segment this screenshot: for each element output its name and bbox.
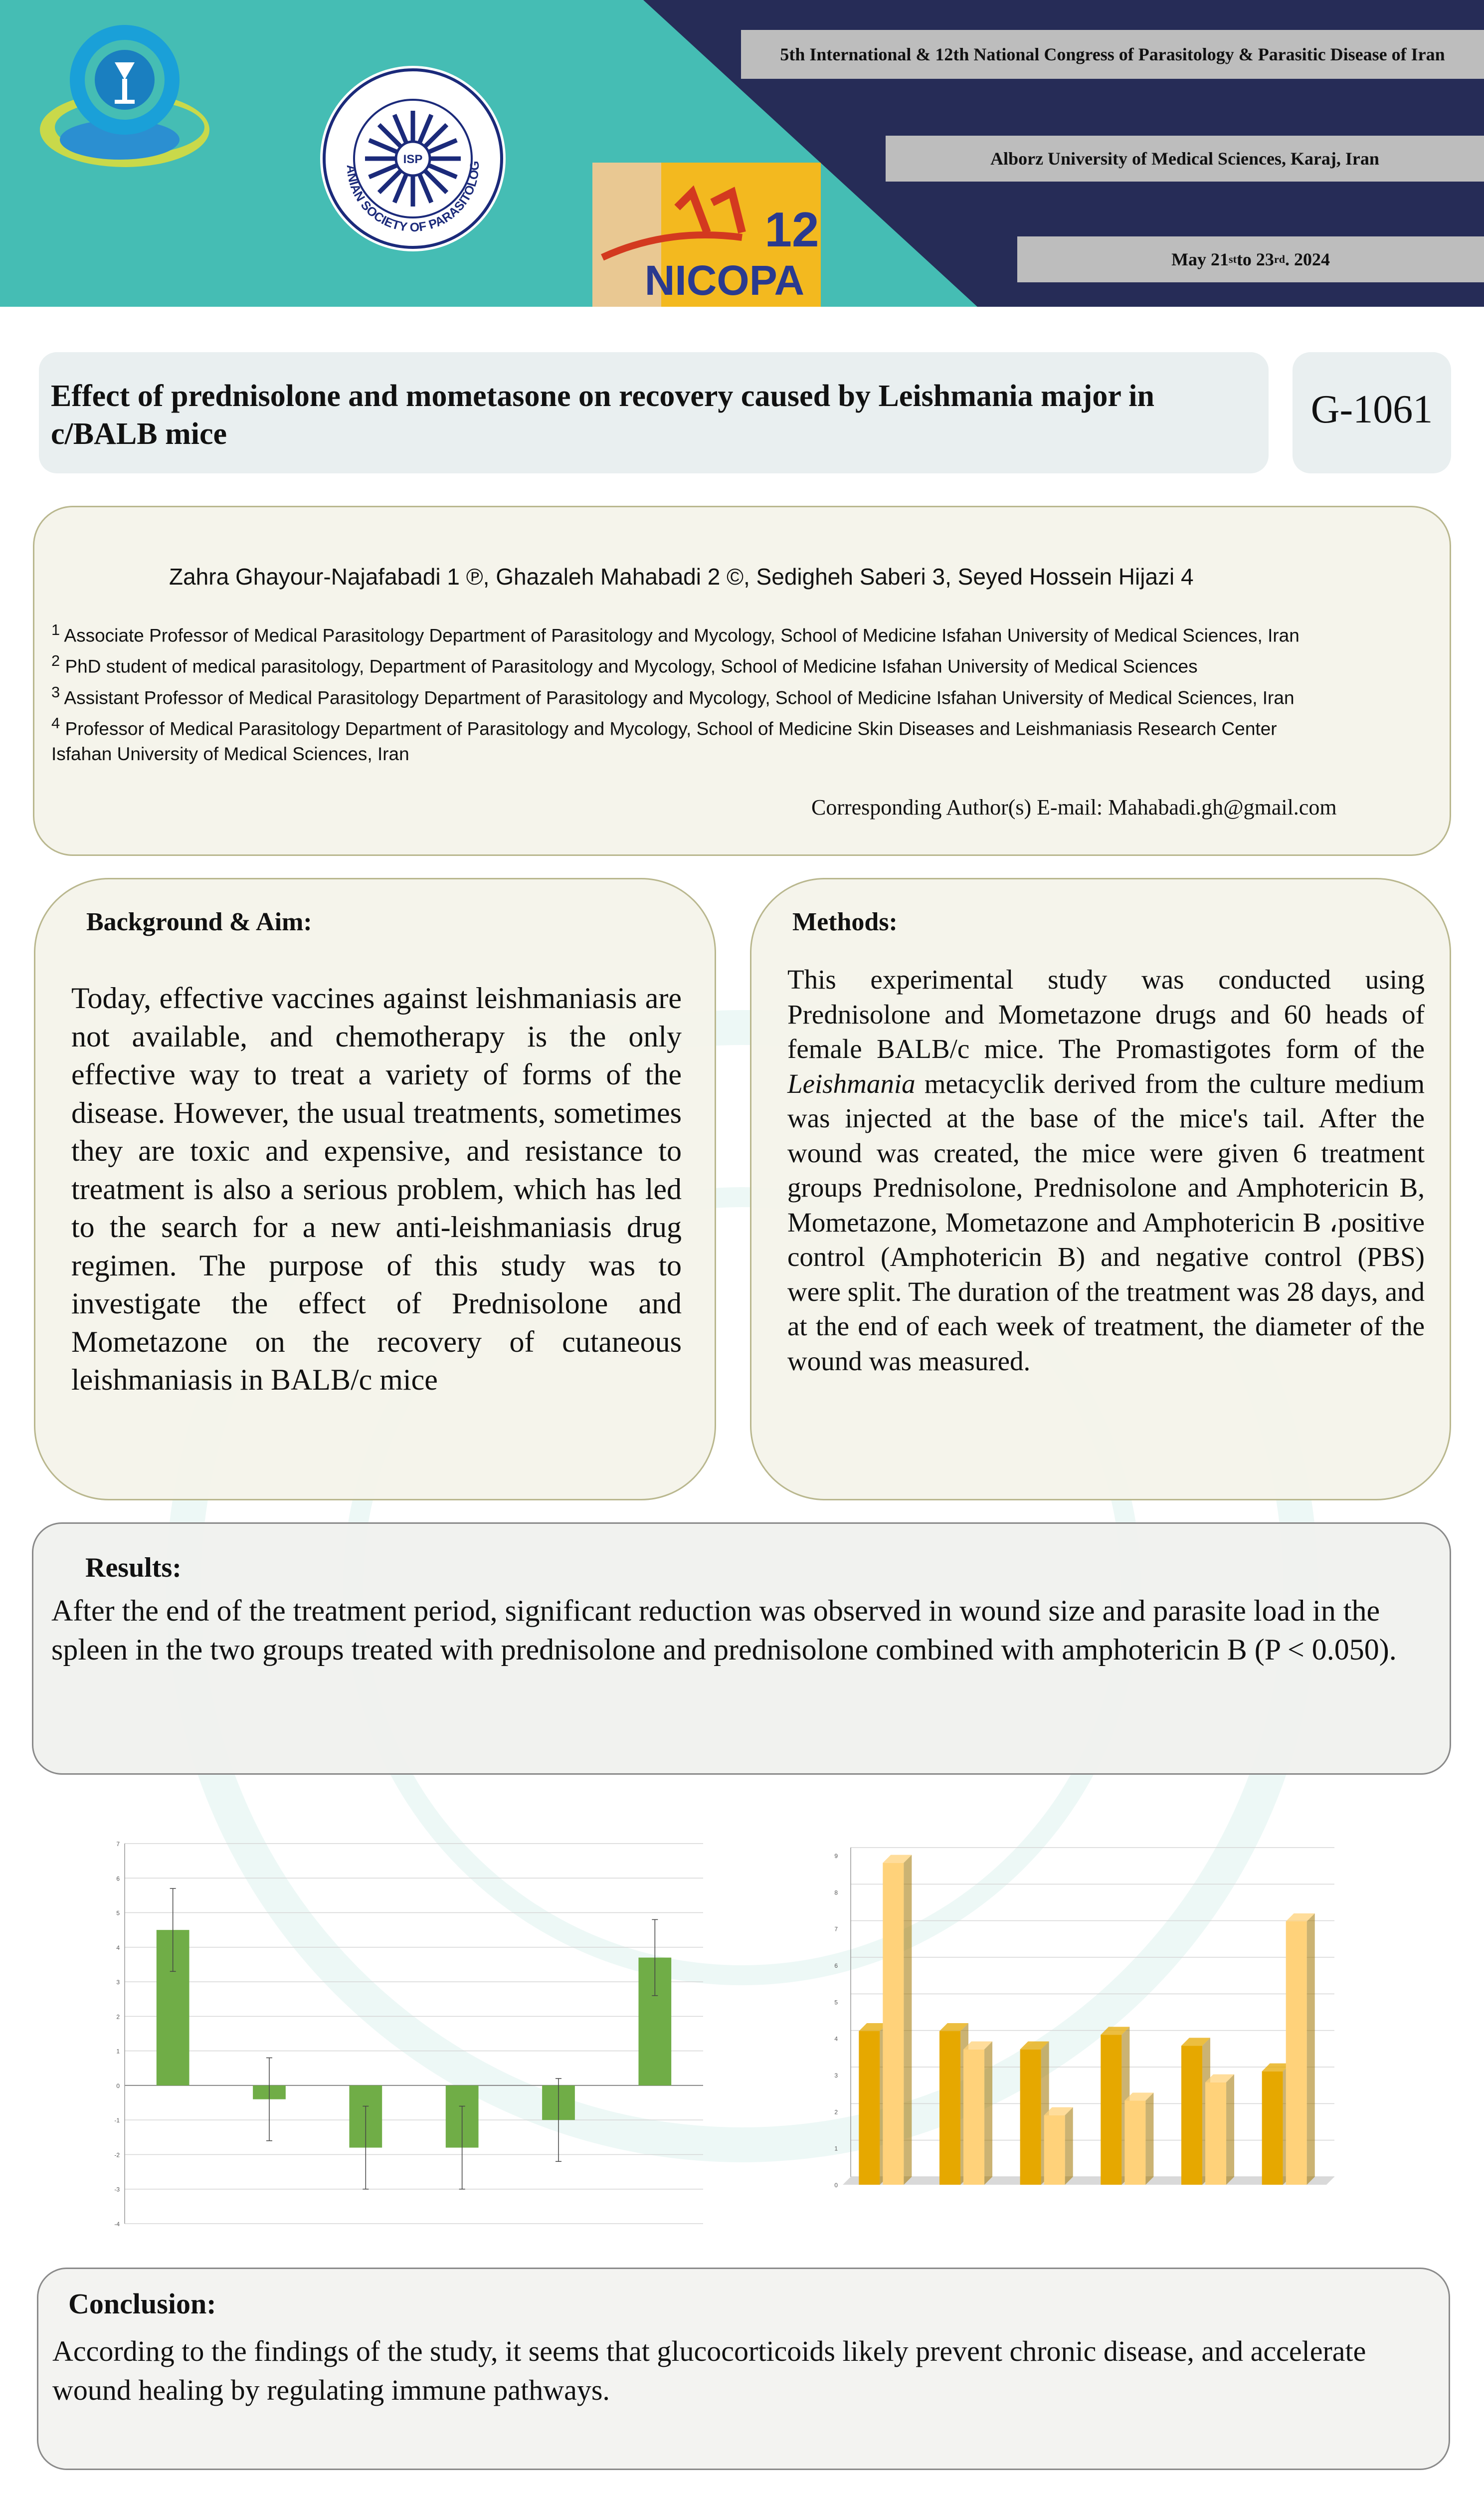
y-tick-label: 8 <box>834 1889 838 1896</box>
bar-side <box>1145 2092 1153 2185</box>
y-tick-label: 7 <box>834 1925 838 1933</box>
bar-side <box>904 1855 912 2185</box>
nicopa-logo <box>592 163 821 307</box>
y-tick-label: 3 <box>116 1979 120 1986</box>
affiliation-continuation: Isfahan University of Medical Sciences, Iran <box>51 744 409 765</box>
background-text: Today, effective vaccines against leishmaniasis are not available, and chemotherapy is the only effective way to treat a variety of forms of the disease. However, the usual treatments, sometimes they are toxic and expensive, and resistance to treatment is also a serious problem, which has led to the search for a new anti-leishmaniasis drug regimen. The purpose of this study was to investigate the effect of Prednisolone and Mometazone on the recovery of cutaneous leishmaniasis in BALB/c mice <box>71 982 682 1396</box>
bar-side <box>984 2042 992 2185</box>
congress-title-label: 5th International & 12th National Congress of Parasitology & Parasitic Disease of Iran <box>741 30 1484 79</box>
university-label: Alborz University of Medical Sciences, Karaj, Iran <box>886 136 1484 182</box>
y-tick-label: 6 <box>116 1875 120 1882</box>
chart-wound-size-svg <box>105 1830 728 2239</box>
bar-side <box>1226 2075 1234 2185</box>
y-tick-label: 2 <box>834 2108 838 2116</box>
results-heading: Results: <box>85 1552 182 1583</box>
y-tick-label: 4 <box>116 1944 120 1951</box>
bar-side <box>1307 1913 1315 2185</box>
chart-parasite-load-svg <box>818 1836 1366 2215</box>
bar <box>939 2031 960 2185</box>
conclusion-text: According to the findings of the study, it seems that glucocorticoids likely prevent chronic disease, and accelerate wound healing by regulating immune pathways. <box>52 2335 1366 2406</box>
y-tick-label: 3 <box>834 2072 838 2079</box>
congress-logo <box>20 15 229 180</box>
conclusion-box <box>37 2268 1450 2470</box>
bar <box>1181 2046 1202 2185</box>
dates-label <box>1017 236 1484 282</box>
authors-box <box>33 506 1451 856</box>
bar <box>1020 2050 1041 2185</box>
date-start: May 21 <box>1171 249 1229 269</box>
y-tick-label: 5 <box>116 1909 120 1917</box>
methods-text: This experimental study was conducted using Prednisolone and Mometazone drugs and 60 heads of female BALB/c mice. The Promastigotes form of the Leishmania metacyclik derived from the culture medium was injected at the base of the mice's tail. After the wound was created, the mice were given 6 treatment groups Prednisolone, Prednisolone and Amphotericin B, Mometazone, Mometazone and Amphotericin B ،positive control (Amphotericin B) and negative control (PBS) were split. The duration of the treatment was 28 days, and at the end of each week of treatment, the diameter of the wound was measured. <box>787 964 1425 1376</box>
affiliations-list <box>51 617 1299 767</box>
chart-wound-size <box>105 1830 728 2239</box>
bar <box>963 2050 984 2185</box>
svg-text:IRANIAN SOCIETY OF PARASITOLOG: ANIAN SOCIETY OF PARASITOLOG <box>344 161 482 235</box>
affiliation-item: $^1$ Associate Professor of Medical Parasitology Department of Parasitology and Mycology, School of Medicine Isfahan University of Medical Sciences, Iran <box>51 621 1299 646</box>
affiliation-item: $^3$ Assistant Professor of Medical Parasitology Department of Parasitology and Mycology, School of Medicine Isfahan University of Medical Sciences, Iran <box>51 683 1295 708</box>
bar <box>859 2031 880 2185</box>
header-banner <box>0 0 1484 307</box>
chart-parasite-load <box>818 1836 1366 2215</box>
y-tick-label: 4 <box>834 2035 838 2043</box>
bar <box>1286 1921 1307 2185</box>
affiliation-item: $^4$ Professor of Medical Parasitology Department of Parasitology and Mycology, School of Medicine Skin Diseases and Leishmaniasis Research Center <box>51 714 1277 739</box>
y-tick-label: 1 <box>116 2048 120 2055</box>
background-box <box>34 878 716 1500</box>
society-seal <box>317 66 509 251</box>
code-box <box>1293 352 1451 473</box>
poster-code: G-1061 <box>1310 388 1433 431</box>
y-tick-label: 6 <box>834 1962 838 1969</box>
svg-text:NICOPA: NICOPA <box>644 257 805 304</box>
y-tick-label: 7 <box>116 1841 120 1848</box>
corresponding-email: Corresponding Author(s) E-mail: Mahabadi.gh@gmail.com <box>811 795 1337 820</box>
y-tick-label: -4 <box>114 2221 120 2228</box>
y-tick-label: -1 <box>114 2117 120 2124</box>
bar <box>1262 2072 1283 2185</box>
svg-text:12: 12 <box>764 202 819 257</box>
y-tick-label: -2 <box>114 2151 120 2159</box>
date-end-suffix: rd <box>1274 253 1285 265</box>
methods-heading: Methods: <box>792 908 898 936</box>
bar <box>1044 2115 1065 2185</box>
y-tick-label: 9 <box>834 1853 838 1860</box>
title-box <box>39 352 1269 473</box>
y-tick-label: 0 <box>116 2082 120 2089</box>
bar <box>883 1863 904 2185</box>
svg-text:ISP: ISP <box>403 153 423 166</box>
y-tick-label: 0 <box>834 2182 838 2189</box>
methods-box <box>750 878 1451 1500</box>
author-names: Zahra Ghayour-Najafabadi 1 ℗, Ghazaleh Mahabadi 2 ©, Sedigheh Saberi 3, Seyed Hossein Hijazi 4 <box>169 564 1194 590</box>
y-tick-label: 2 <box>116 2013 120 2021</box>
bar-side <box>1065 2107 1073 2185</box>
bar <box>1205 2082 1226 2185</box>
bar <box>1101 2035 1121 2185</box>
affiliation-item: $^2$ PhD student of medical parasitology, Department of Parasitology and Mycology, School of Medicine Isfahan University of Medical Sciences <box>51 652 1198 677</box>
chart-floor <box>843 2177 1334 2185</box>
results-box <box>32 1522 1451 1775</box>
y-tick-label: -3 <box>114 2186 120 2193</box>
date-year: . 2024 <box>1285 249 1330 269</box>
date-start-suffix: st <box>1229 253 1237 265</box>
results-text: After the end of the treatment period, significant reduction was observed in wound size and parasite load in the spleen in the two groups treated with prednisolone and prednisolone combined with amphotericin B (P < 0.050). <box>51 1594 1397 1666</box>
bar <box>1124 2100 1145 2185</box>
y-tick-label: 5 <box>834 1999 838 2006</box>
y-tick-label: 1 <box>834 2145 838 2152</box>
conclusion-heading: Conclusion: <box>68 2287 216 2320</box>
paper-title: Effect of prednisolone and mometasone on recovery caused by Leishmania major in c/BALB mice <box>51 379 1154 451</box>
date-end: to 23 <box>1236 249 1274 269</box>
background-heading: Background & Aim: <box>86 908 312 936</box>
